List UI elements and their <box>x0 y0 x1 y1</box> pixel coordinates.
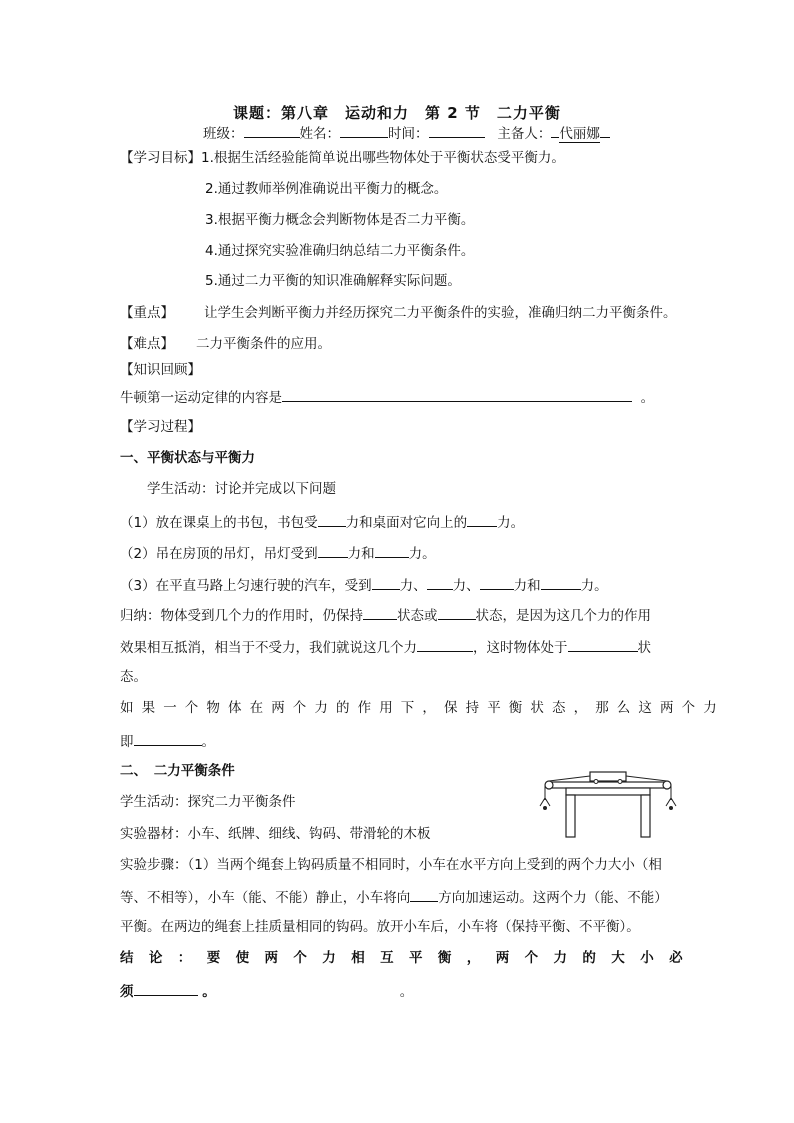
objectives-label: 【学习目标】 <box>120 150 201 166</box>
difficulty-text: 二力平衡条件的应用。 <box>196 336 331 352</box>
time-label: 时间： <box>388 126 429 142</box>
review-blank[interactable] <box>282 387 632 402</box>
conclusion2-text-a: 须 <box>120 984 134 1000</box>
conclusion-blank[interactable] <box>134 981 198 996</box>
summary-line-1 <box>120 605 651 625</box>
review-text: 牛顿第一运动定律的内容是 <box>120 390 282 406</box>
preparer-underline-tail <box>600 123 610 138</box>
step2-text-b: 方向加速运动。这两个力（能、不能） <box>438 890 668 906</box>
q3-text-d: 力和 <box>513 578 541 594</box>
q3-blank-3[interactable] <box>480 575 514 590</box>
difficulty-line <box>120 335 331 353</box>
q1-text-b: 力和桌面对它向上的 <box>345 515 468 531</box>
step-line-3: 平衡。在两边的绳套上挂质量相同的钩码。放开小车后，小车将（保持平衡、不平衡）。 <box>120 919 640 935</box>
section2-materials: 实验器材：小车、纸牌、细线、钩码、带滑轮的木板 <box>120 826 431 842</box>
q1-text-c: 力。 <box>497 515 525 531</box>
objective-item: 3.根据平衡力概念会判断物体是否二力平衡。 <box>205 212 475 228</box>
review-end: 。 <box>640 390 655 406</box>
conclusion2-text-c: 。 <box>399 984 414 1000</box>
preparer-label: 主备人： <box>497 126 552 142</box>
summary1-text-c: 状态，是因为这几个力的作用 <box>475 608 651 624</box>
conclusion-line-2 <box>120 981 413 1001</box>
question-3 <box>120 575 608 595</box>
q1-blank-1[interactable] <box>318 512 346 527</box>
section2-activity: 学生活动：探究二力平衡条件 <box>120 794 296 810</box>
summary1-text-a: 归纳：物体受到几个力的作用时，仍保持 <box>120 608 363 624</box>
objective-item: 2.通过教师举例准确说出平衡力的概念。 <box>205 181 448 197</box>
step2-text-a: 等、不相等），小车（能、不能）静止，小车将向 <box>120 890 411 906</box>
summary2-text-c: 状 <box>637 640 651 656</box>
key-points-line <box>120 304 677 322</box>
class-blank[interactable] <box>244 123 300 138</box>
difficulty-label: 【难点】 <box>120 336 174 352</box>
summary-blank-1[interactable] <box>363 605 397 620</box>
q2-text-c: 力。 <box>408 546 436 562</box>
question-1 <box>120 512 524 532</box>
q3-blank-2[interactable] <box>427 575 453 590</box>
summary2-text-a: 效果相互抵消，相当于不受力，我们就说这几个力 <box>120 640 417 656</box>
q2-text-a: （2）吊在房顶的吊灯，吊灯受到 <box>120 546 318 562</box>
page-title: 课题：第八章 运动和力 第 2 节 二力平衡 <box>233 104 561 122</box>
q3-blank-1[interactable] <box>372 575 400 590</box>
summary2-text-b: ，这时物体处于 <box>473 640 568 656</box>
definition-blank[interactable] <box>134 731 202 746</box>
question-2 <box>120 543 436 563</box>
def2-text-b: 。 <box>201 734 215 750</box>
preparer-value: 代丽娜 <box>559 126 600 142</box>
name-blank[interactable] <box>340 123 388 138</box>
objective-item: 5.通过二力平衡的知识准确解释实际问题。 <box>205 273 461 289</box>
q3-text-c: 力、 <box>452 578 480 594</box>
time-blank[interactable] <box>429 123 485 138</box>
definition-line-2 <box>120 731 215 751</box>
class-label: 班级： <box>203 126 244 142</box>
q2-blank-2[interactable] <box>375 543 409 558</box>
step-direction-blank[interactable] <box>410 887 438 902</box>
q1-text-a: （1）放在课桌上的书包，书包受 <box>120 515 318 531</box>
summary1-text-b: 状态或 <box>397 608 438 624</box>
objectives-line-1 <box>120 149 565 167</box>
apparatus-diagram-icon <box>538 768 678 840</box>
review-label: 【知识回顾】 <box>120 362 201 378</box>
definition-line-1: 如果一个物体在两个力的作用下，保持平衡状态，那么这两个力 <box>120 700 725 716</box>
q2-text-b: 力和 <box>347 546 375 562</box>
q1-blank-2[interactable] <box>467 512 497 527</box>
summary-line-2 <box>120 637 651 657</box>
summary-line-3: 态。 <box>120 669 147 685</box>
review-line <box>120 387 654 407</box>
step-line-2 <box>120 887 668 907</box>
def2-text-a: 即 <box>120 734 134 750</box>
info-line <box>203 123 610 143</box>
q2-blank-1[interactable] <box>318 543 348 558</box>
conclusion-line-1: 结论：要使两个力相互平衡，两个力的大小必 <box>120 950 698 966</box>
summary-blank-2[interactable] <box>438 605 476 620</box>
objective-item: 4.通过探究实验准确归纳总结二力平衡条件。 <box>205 243 475 259</box>
key-points-label: 【重点】 <box>120 305 174 321</box>
q3-blank-4[interactable] <box>541 575 581 590</box>
objective-item: 1.根据生活经验能简单说出哪些物体处于平衡状态受平衡力。 <box>201 150 565 166</box>
section1-heading: 一、平衡状态与平衡力 <box>120 450 255 466</box>
conclusion2-text-b: 。 <box>202 984 216 1000</box>
summary-blank-3[interactable] <box>417 637 473 652</box>
summary-blank-4[interactable] <box>568 637 638 652</box>
q3-text-e: 力。 <box>580 578 608 594</box>
process-label: 【学习过程】 <box>120 419 201 435</box>
section1-activity: 学生活动：讨论并完成以下问题 <box>147 481 336 497</box>
section2-heading: 二、 二力平衡条件 <box>120 763 235 779</box>
step-line-1: 实验步骤：（1）当两个绳套上钩码质量不相同时，小车在水平方向上受到的两个力大小（相 <box>120 857 662 873</box>
name-label: 姓名： <box>299 126 340 142</box>
key-points-text: 让学生会判断平衡力并经历探究二力平衡条件的实验，准确归纳二力平衡条件。 <box>204 305 677 321</box>
q3-text-b: 力、 <box>399 578 427 594</box>
q3-text-a: （3）在平直马路上匀速行驶的汽车，受到 <box>120 578 372 594</box>
